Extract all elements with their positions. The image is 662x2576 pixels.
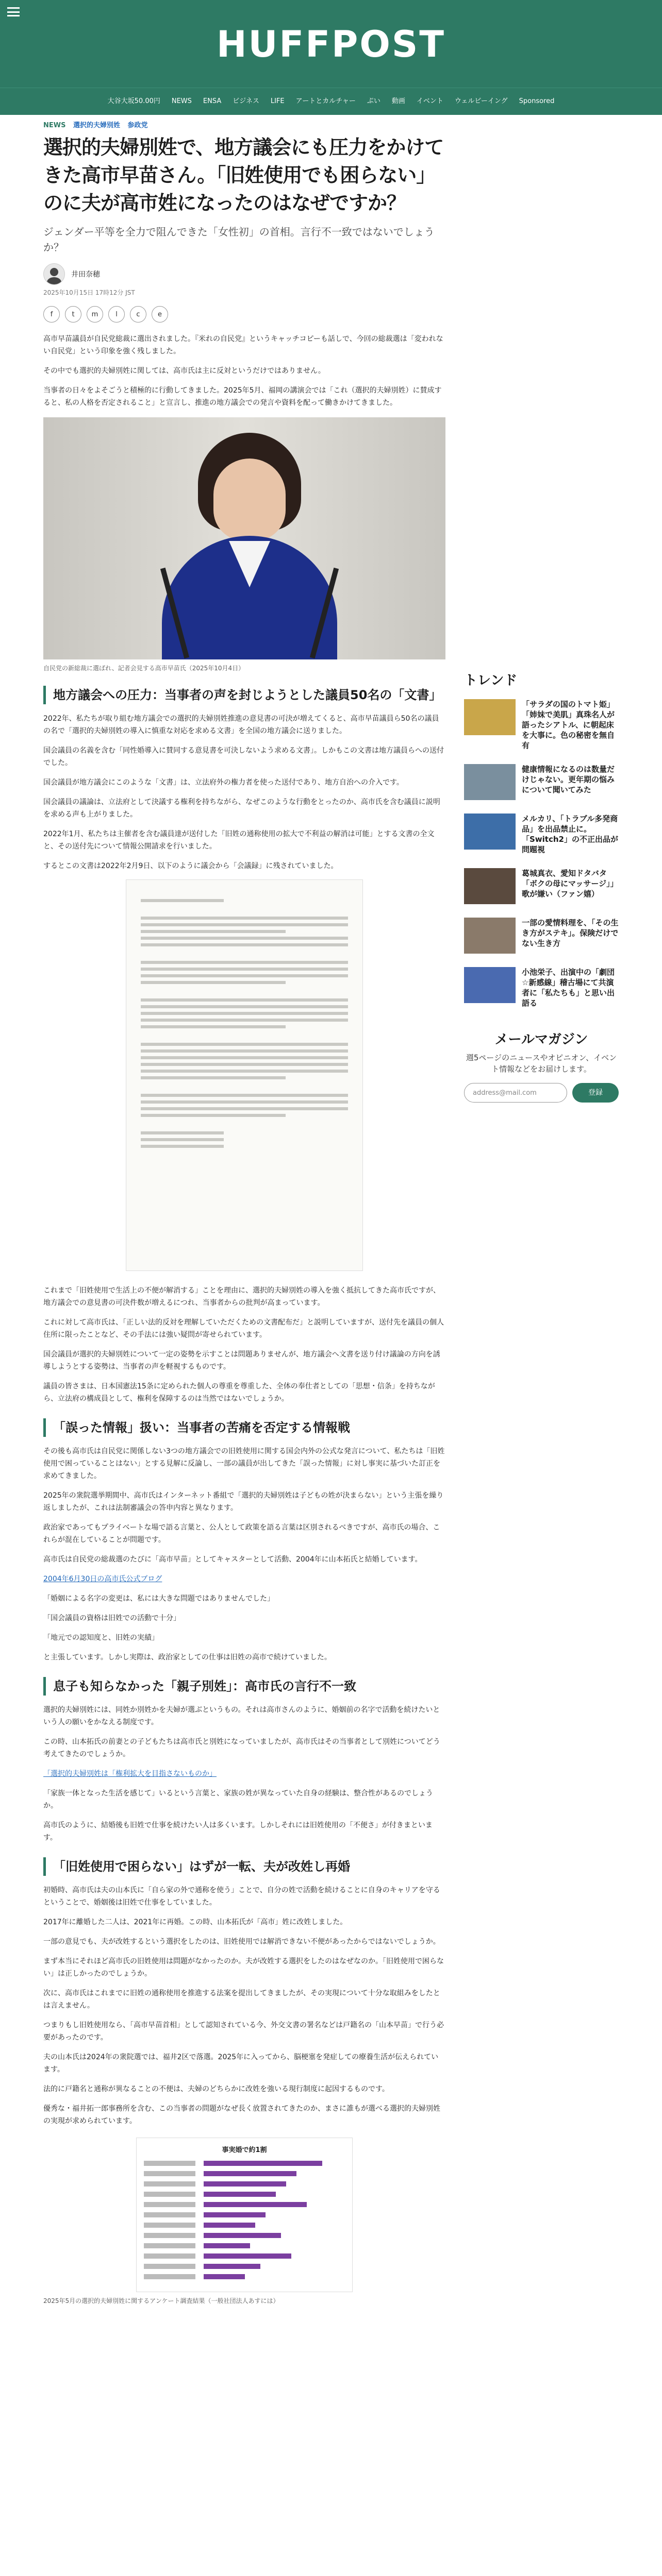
article (43, 120, 445, 2316)
paragraph: 一部の意見でも、夫が改姓するという選択をしたのは、旧姓使用では解消できない不便があったからではないでしょうか。 (43, 1938, 440, 1946)
paragraph: つまりもし旧姓使用なら、「高市早苗首相」として認知されている今、外交文書の署名などは戸籍名の「山本早苗」で行う必要があったのです。 (43, 2021, 444, 2042)
copy-link-icon[interactable]: c (130, 306, 146, 323)
chart-row-label (144, 2264, 195, 2269)
document-line (141, 998, 348, 1002)
menu-icon[interactable] (7, 7, 20, 16)
chart-row-label (144, 2212, 195, 2217)
nav-item[interactable]: LIFE (270, 97, 285, 105)
email-icon[interactable]: e (152, 306, 168, 323)
trend-item[interactable] (464, 868, 619, 904)
hero-photo (43, 417, 445, 659)
trend-thumbnail[interactable] (464, 868, 516, 904)
document-scan (126, 879, 363, 1271)
paragraph: 当事者の日々をよそごうと積極的に行動してきました。2025年5月、福岡の講演会では「これ（選択的夫婦別姓）に賛成すると、私の人格を否定されること」と宣言し、推進の地方議会での発言や資料を配って働きかけてきました。 (43, 386, 442, 407)
document-line (141, 1049, 348, 1053)
document-line (141, 981, 286, 984)
document-line (141, 1005, 348, 1008)
document-line (141, 974, 348, 977)
tag-party[interactable]: 参政党 (127, 122, 148, 129)
paragraph: 「家族一体となった生活を感じて」いるという言葉と、家族の姓が異なっていた自身の経験は、整合性があるのでしょうか。 (43, 1789, 433, 1810)
trend-thumbnail[interactable] (464, 814, 516, 850)
document-line (141, 1063, 348, 1066)
share-bar (43, 306, 445, 323)
nav-item[interactable]: ぷい (367, 97, 380, 105)
chart-row-label (144, 2223, 195, 2228)
chart-bar (204, 2264, 260, 2269)
tag-topic[interactable]: 選択的夫婦別姓 (73, 122, 121, 129)
section-heading: 「誤った情報」扱い：当事者の苦痛を否定する情報戦 (43, 1418, 445, 1437)
chart-row-label (144, 2253, 195, 2259)
document-line (141, 1083, 348, 1090)
nav-item[interactable]: NEWS (171, 97, 192, 105)
paragraph: 次に、高市氏はこれまでに旧姓の通称使用を推進する法案を提出してきましたが、その実現について十分な取組みをしたとは言えません。 (43, 1989, 440, 2010)
document-line (141, 1114, 286, 1117)
publish-date: 2025年10月15日 17時12分 JST (43, 289, 135, 296)
chart-row-label (144, 2171, 195, 2176)
survey-chart-image (136, 2138, 353, 2292)
trend-title[interactable]: 小池栄子、出演中の「劇団☆新感線」稽古場にて共演者に「私たちも」と思い出語る (522, 968, 615, 1008)
paragraph: 国会議員の議論は、立法府として決議する権利を持ちながら、なぜこのような行動をとったのか、高市氏を含む議員に説明を求める声も上がりました。 (43, 798, 440, 819)
article-title: 選択的夫婦別姓で、地方議会にも圧力をかけてきた高市早苗さん。「旧姓使用でも困らない」のに夫が高市姓になったのはなぜですか？ (43, 135, 444, 214)
chart-bar (204, 2181, 286, 2187)
trend-thumbnail[interactable] (464, 918, 516, 954)
paragraph: まず本当にそれほど高市氏の旧姓使用は問題がなかったのか。夫が改姓する選択をしたのはなぜなのか。「旧姓使用で困らない」は正しかったのでしょうか。 (43, 1957, 444, 1978)
paragraph: 国会議員が地方議会にこのような「文書」は、立法府外の権力者を使った送付であり、地方自治への介入です。 (43, 778, 404, 787)
document-line (141, 906, 348, 913)
chart-bar (204, 2223, 255, 2228)
author-avatar[interactable] (43, 263, 65, 285)
chart-caption: 2025年5月の選択的夫婦別姓に関するアンケート調査結果（一般社団法人あすには） (43, 2297, 279, 2304)
author-name[interactable]: 井田奈穂 (71, 270, 100, 279)
document-line (141, 937, 348, 940)
facebook-icon[interactable]: f (43, 306, 60, 323)
quote: 「国会議員の資格は旧姓での活動で十分」 (43, 1614, 180, 1622)
document-line (141, 1019, 348, 1022)
newsletter-email-input[interactable]: address@mail.com (464, 1083, 567, 1103)
paragraph: その中でも選択的夫婦別姓に関しては、高市氏は主に反対というだけではありません。 (43, 367, 325, 375)
chart-bar (204, 2233, 281, 2238)
chart-title: 事実婚で約1割 (222, 2146, 267, 2154)
paragraph: 国会議員の名義を含む「同性婚導入に賛同する意見書を可決しないよう求める文書」。しかもこの文書は地方議員らへの送付でした。 (43, 747, 444, 767)
trend-title[interactable]: 一部の愛情料理を、「その生き方がステキ」。保険だけでない生き方 (522, 918, 619, 948)
trend-thumbnail[interactable] (464, 764, 516, 800)
chart-row-label (144, 2243, 195, 2248)
document-line (141, 1094, 348, 1097)
trend-item[interactable] (464, 814, 619, 855)
trend-item[interactable] (464, 699, 619, 751)
nav-item[interactable]: ウェルビーイング (454, 97, 508, 105)
trend-title[interactable]: 「サラダの国のトマト姫」「姉妹で美肌」真珠名人が語ったシアトル、に朝起床を大事に。色の秘密を無自有 (522, 700, 615, 750)
chart-bar (204, 2171, 296, 2176)
newsletter-heading: メールマガジン (494, 1032, 588, 1047)
chart-row-label (144, 2192, 195, 2197)
section-heading: 息子も知らなかった「親子別姓」：高市氏の言行不一致 (43, 1677, 445, 1696)
document-line (141, 1107, 348, 1110)
line-icon[interactable]: l (108, 306, 125, 323)
trend-thumbnail[interactable] (464, 967, 516, 1003)
document-line (141, 1056, 348, 1059)
paragraph: 選択的夫婦別姓には、同姓か別姓かを夫婦が選ぶというもの。それは高市さんのように、婚姻前の名字で活動を続けたいという人の願いをかなえる制度です。 (43, 1706, 440, 1726)
nav-item[interactable]: ビジネス (233, 97, 259, 105)
paragraph: 優秀な・福井拓一郎事務所を含む、この当事者の問題がなぜ長く放置されてきたのか、まさに誰もが選べる選択的夫婦別姓の実現が求められています。 (43, 2105, 440, 2125)
chart-row-label (144, 2161, 195, 2166)
document-line (141, 1076, 286, 1079)
document-line (141, 1012, 348, 1015)
nav-item[interactable]: ENSA (203, 97, 222, 105)
nav-item[interactable]: 大谷大坂50.00円 (107, 97, 160, 105)
document-line (141, 961, 348, 964)
chart-row-label (144, 2274, 195, 2279)
paragraph: これに対して高市氏は、「正しい法的反対を理解していただくための文書配布だ」と説明していますが、送付先を議員の個人住所に限ったことなど、その手法には強い疑問が寄せられています。 (43, 1318, 444, 1339)
newsletter-box (464, 1029, 619, 1103)
nav-item[interactable]: イベント (416, 97, 443, 105)
newsletter-description: 週5ページのニュースやオピニオン、イベント情報などをお届けします。 (466, 1053, 617, 1074)
trend-title[interactable]: メルカリ、「トラブル多発商品」を出品禁止に。「Switch2」の不正出品が問題視 (522, 814, 618, 854)
paragraph: 議員の皆さまは、日本国憲法15条に定められた個人の尊重を尊重した、全体の奉仕者としての「思想・信条」を持ちながら、立法府の構成員として、権利を保障するのは当然ではないでしょうか。 (43, 1382, 435, 1403)
article-subtitle: ジェンダー平等を全力で阻んできた「女性初」の首相。言行不一致ではないでしょうか？ (43, 226, 435, 253)
chart-bar (204, 2253, 291, 2259)
paragraph: 2017年に離婚した二人は、2021年に再婚。この時、山本拓氏が「高市」姓に改姓しました。 (43, 1918, 347, 1926)
document-line (141, 943, 348, 946)
inline-link[interactable]: 2004年6月30日の高市氏公式ブログ (43, 1575, 162, 1583)
tag-news[interactable]: NEWS (43, 122, 66, 129)
photo-caption: 自民党の新総裁に選ばれ、記者会見する高市早苗氏（2025年10月4日） (43, 665, 245, 672)
trend-heading: トレンド (464, 673, 518, 688)
document-line (141, 968, 348, 971)
chart-row-label (144, 2233, 195, 2238)
article-tags (43, 120, 445, 129)
paragraph: するとこの文書は2022年2月9日、以下のように議会から「会議録」に残されていました。 (43, 862, 338, 870)
quote: 「婚姻による名字の変更は、私には大きな問題ではありませんでした」 (43, 1595, 274, 1603)
paragraph: 2022年1月、私たちは主催者を含む議員達が送付した「旧姓の通称使用の拡大で不利益の解消は可能」とする文書の全文と、その送付先について情報公開請求を行いました。 (43, 830, 435, 851)
chart-row-label (144, 2181, 195, 2187)
trend-item[interactable] (464, 967, 619, 1008)
inline-link[interactable]: 「選択的夫婦別姓は「権利拡大を目指さないものか」 (43, 1770, 217, 1778)
paragraph: 夫の山本氏は2024年の衆院選では、福井2区で落選。2025年に入ってから、脳梗塞を発症しての療養生活が伝えられています。 (43, 2053, 439, 2074)
nav-item[interactable]: 動画 (391, 97, 405, 105)
sidebar (464, 670, 619, 1103)
chart-bar (204, 2243, 250, 2248)
paragraph: これまで「旧姓使用で生活上の不便が解消する」ことを理由に、選択的夫婦別姓の導入を強く抵抗してきた高市氏ですが、地方議会での意見書の可決件数が増えるにつれ、当事者からの批判が高まっています。 (43, 1286, 440, 1307)
trend-title[interactable]: 葛城真衣、愛知ドタバタ「ボクの母にマッサージ」」歌が嫌い（ファン嬉） (522, 869, 618, 899)
trend-item[interactable] (464, 918, 619, 954)
twitter-icon[interactable]: t (65, 306, 81, 323)
paragraph: 高市早苗議員が自民党総裁に選出されました。『米れの自民党』というキャッチコピーも話しで、今回の総裁選は「変われない自民党」という印象を強く残しました。 (43, 335, 443, 355)
nav-item[interactable]: Sponsored (519, 97, 555, 105)
document-line (141, 950, 348, 957)
document-line (141, 1121, 348, 1128)
paragraph: 国会議員が選択的夫婦別姓について一定の姿勢を示すことは問題ありませんが、地方議会へ文書を送り付け議論の方向を誘導しようとする姿勢は、当事者の声を軽視するものです。 (43, 1350, 440, 1371)
chart-bar (204, 2161, 322, 2166)
section-heading: 「旧姓使用で困らない」はずが一転、夫が改姓し再婚 (43, 1857, 445, 1876)
trend-thumbnail[interactable] (464, 699, 516, 735)
chart-bar (204, 2192, 276, 2197)
document-line (141, 917, 348, 920)
document-line (141, 899, 224, 902)
section-heading: 地方議会への圧力：当事者の声を封じようとした議員50名の「文書」 (43, 686, 445, 704)
document-line (141, 930, 286, 933)
document-line (141, 1043, 348, 1046)
newsletter-submit-button[interactable]: 登録 (572, 1083, 619, 1103)
document-line (141, 923, 348, 926)
document-line (141, 1032, 348, 1039)
document-line (141, 1100, 348, 1104)
paragraph: 高市氏は自民党の総裁選のたびに「高市早苗」としてキャスターとして活動、2004年に山本拓氏と結婚しています。 (43, 1555, 422, 1564)
paragraph: この時、山本拓氏の前妻との子どもたちは高市氏と別姓になっていましたが、高市氏はその当事者として別姓についてどう考えてきたのでしょうか。 (43, 1738, 440, 1758)
paragraph: 高市氏のように、結婚後も旧姓で仕事を続けたい人は多くいます。しかしそれには旧姓使用の「不便さ」が付きまといます。 (43, 1821, 433, 1842)
site-logo[interactable]: HUFFPOST (216, 23, 446, 65)
primary-nav (0, 88, 662, 115)
document-line (141, 1025, 286, 1028)
chart-bar (204, 2274, 245, 2279)
document-line (141, 1131, 224, 1134)
byline (43, 263, 445, 285)
nav-item[interactable]: アートとカルチャー (295, 97, 356, 105)
chart-bar (204, 2212, 266, 2217)
paragraph: 2022年、私たちが取り組む地方議会での選択的夫婦別姓推進の意見書の可決が増えてくると、高市早苗議員ら50名の議員の名で「選択的夫婦別姓の導入に慎重な対応を求める文書」を全国の地方議会に送りました。 (43, 715, 439, 735)
quote: 「地元での認知度と、旧姓の実績」 (43, 1634, 159, 1642)
document-line (141, 1138, 224, 1141)
paragraph: と主張しています。しかし実際は、政治家としての仕事は旧姓の高市で続けていました。 (43, 1653, 332, 1662)
messenger-icon[interactable]: m (87, 306, 103, 323)
document-line (141, 988, 348, 995)
document-line (141, 1070, 348, 1073)
trend-item[interactable] (464, 764, 619, 800)
trend-title[interactable]: 健康情報になるのは数量だけじゃない。更年期の悩みについて聞いてみた (522, 765, 615, 794)
chart-bar (204, 2202, 307, 2207)
paragraph: その後も高市氏は自民党に関係しない3つの地方議会での旧姓使用に関する国会内外の公式な発言について、私たちは「旧姓使用で困っていることはない」とする見解に反論し、一部の議員が出してきた「誤った情報」に対し事実に基づいた訂正を求めてきました。 (43, 1447, 445, 1480)
chart-row-label (144, 2202, 195, 2207)
paragraph: 法的に戸籍名と通称が異なることの不便は、夫婦のどちらかに改姓を強いる現行制度に起因するものです。 (43, 2085, 389, 2093)
paragraph: 2025年の衆院選挙期間中、高市氏はインターネット番組で「選択的夫婦別姓は子どもの姓が決まらない」という主張を繰り返しましたが、これは法制審議会の答申内容と異なります。 (43, 1492, 444, 1512)
paragraph: 初婚時、高市氏は夫の山本氏に「自ら家の外で通称を使う」ことで、自分の姓で活動を続けることに自身のキャリアを守るということで、婚姻後は旧姓で仕事をしていました。 (43, 1886, 440, 1907)
document-line (141, 1145, 224, 1148)
paragraph: 政治家であってもプライベートな場で語る言葉と、公人として政策を語る言葉は区別されるべきですが、高市氏の場合、これらが混在していることが問題です。 (43, 1523, 440, 1544)
